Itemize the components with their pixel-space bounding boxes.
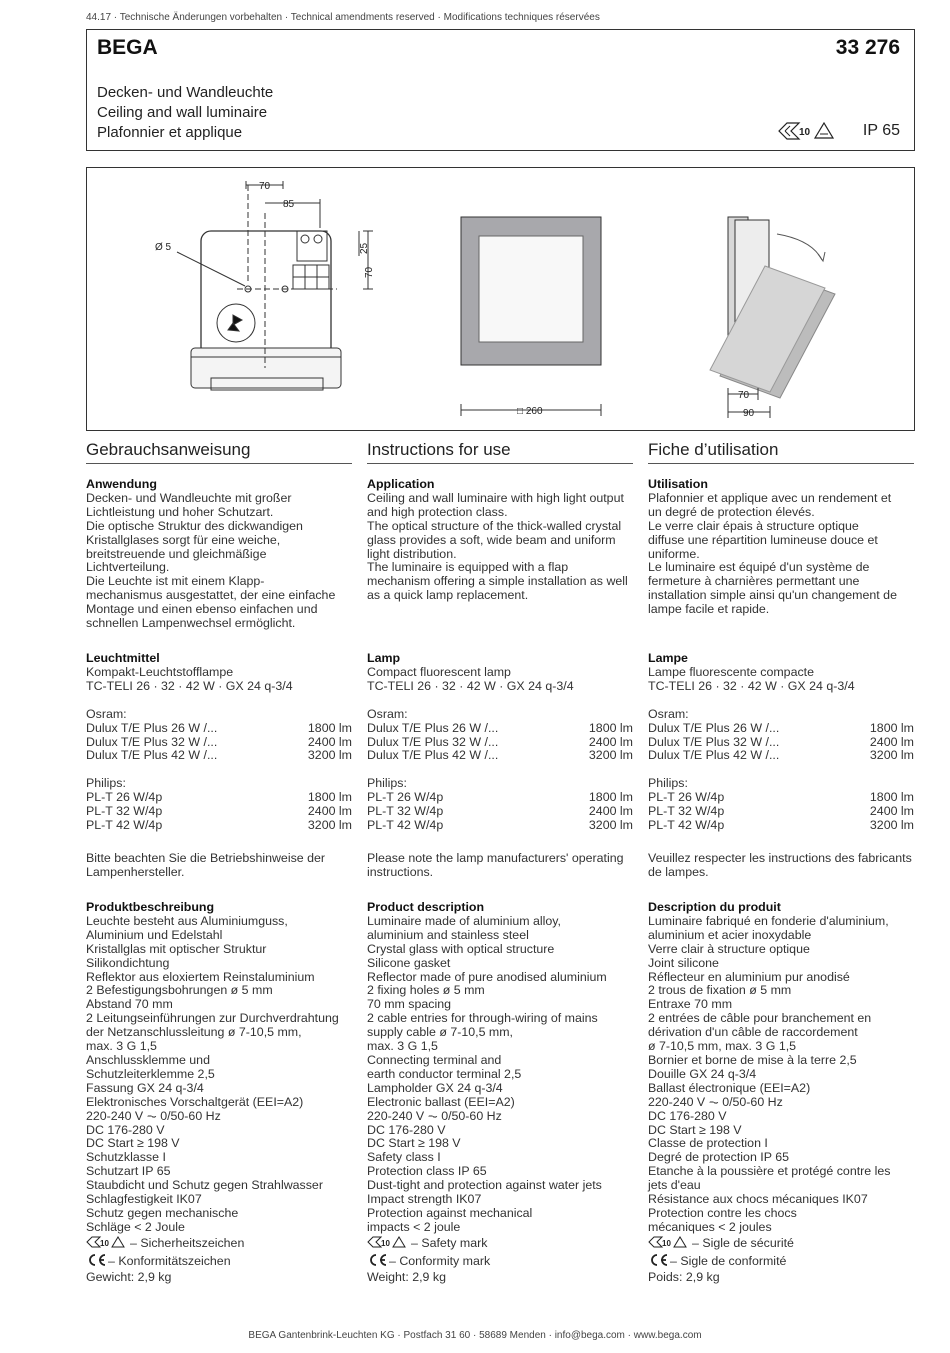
column-en: [367, 440, 633, 1284]
text-line: Lichtleistung und hoher Schutzart.: [86, 504, 274, 519]
lamp-row: [648, 722, 914, 736]
header-box: [86, 29, 915, 151]
lamp-name: PL-T 32 W/4p: [86, 804, 163, 819]
safety-mark-icon: [86, 1235, 130, 1253]
text-line: 2 cable entries for through-wiring of mains: [367, 1011, 598, 1026]
text-line: Reflektor aus eloxiertem Reinstaluminium: [86, 969, 315, 984]
lamp-lumen: 1800 lm: [307, 720, 352, 735]
lamp-name: Dulux T/E Plus 32 W /...: [648, 734, 780, 749]
text-line: Montage und einen ebenso einfachen und: [86, 602, 318, 617]
lamp-lumen: 3200 lm: [307, 748, 352, 763]
text-line: DC Start ≥ 198 V: [86, 1136, 180, 1151]
product-text: [367, 915, 633, 1235]
text-line: Staubdicht und Schutz gegen Strahlwasser: [86, 1178, 323, 1193]
text-line: Kompakt-Leuchtstofflampe: [86, 664, 234, 679]
osram-list: [86, 722, 352, 764]
ce-mark-icon: [86, 1253, 108, 1271]
weight: Poids: 2,9 kg: [648, 1269, 720, 1284]
title-fr: Plafonnier et applique: [97, 124, 243, 141]
text-line: uniforme.: [648, 546, 700, 561]
text-line: Schutzleiterklemme 2,5: [86, 1066, 215, 1081]
text-line: Plafonnier et applique avec un rendement et: [648, 490, 892, 505]
philips-list: [367, 791, 633, 833]
lamp-note: [367, 852, 633, 880]
text-line: Safety class I: [367, 1150, 441, 1165]
lamp-lumen: 2400 lm: [588, 734, 633, 749]
lamp-text: [648, 666, 914, 694]
text-line: 2 trous de fixation ø 5 mm: [648, 983, 792, 998]
lamp-name: Dulux T/E Plus 42 W /...: [648, 748, 780, 763]
lamp-row: [367, 805, 633, 819]
dim-90: 90: [743, 408, 755, 419]
safety-mark-line: 10 – Safety mark: [367, 1235, 633, 1253]
conformity-mark-line: – Konformitätszeichen: [86, 1253, 352, 1271]
conformity-mark-line: – Sigle de conformité: [648, 1253, 914, 1271]
text-line: Classe de protection I: [648, 1136, 768, 1151]
lamp-row: [648, 819, 914, 833]
text-line: Connecting terminal and: [367, 1052, 502, 1067]
text-line: and high protection class.: [367, 504, 508, 519]
text-line: Douille GX 24 q-3/4: [648, 1066, 757, 1081]
philips-title: Philips:: [648, 776, 688, 791]
article-number: 33 276: [835, 36, 900, 59]
lamp-lumen: 1800 lm: [588, 790, 633, 805]
lamp-title: Leuchtmittel: [86, 651, 160, 665]
application-text: [367, 492, 633, 603]
application-section: [86, 478, 352, 631]
text-line: TC-TELI 26 · 32 · 42 W · GX 24 q-3/4: [86, 678, 293, 693]
text-line: Silicone gasket: [367, 955, 451, 970]
text-line: Dust-tight and protection against water jets: [367, 1178, 602, 1193]
application-text: [86, 492, 352, 631]
text-line: TC-TELI 26 · 32 · 42 W · GX 24 q-3/4: [648, 678, 855, 693]
text-line: Die optische Struktur des dickwandigen: [86, 518, 303, 533]
text-line: dérivation d'un câble de raccordement: [648, 1025, 858, 1040]
lamp-lumen: 1800 lm: [588, 720, 633, 735]
text-line: Die Leuchte ist mit einem Klapp-: [86, 574, 265, 589]
text-line: Lampe fluorescente compacte: [648, 664, 814, 679]
lamp-name: Dulux T/E Plus 42 W /...: [367, 748, 499, 763]
text-line: Résistance aux chocs mécaniques IK07: [648, 1192, 868, 1207]
text-line: Electronic ballast (EEI=A2): [367, 1094, 515, 1109]
text-line: Decken- und Wandleuchte mit großer: [86, 490, 292, 505]
text-line: 220-240 V ⏦ 0/50-60 Hz: [648, 1094, 783, 1109]
text-line: mécaniques < 2 joules: [648, 1219, 772, 1234]
text-line: Entraxe 70 mm: [648, 997, 733, 1012]
drawing-svg: [87, 168, 916, 432]
lamp-title: Lamp: [367, 651, 401, 665]
lamp-row: [648, 736, 914, 750]
lamp-name: Dulux T/E Plus 32 W /...: [367, 734, 499, 749]
text-line: Please note the lamp manufacturers' operating: [367, 851, 624, 865]
lamp-row: [86, 805, 352, 819]
osram-list: [648, 722, 914, 764]
lamp-name: Dulux T/E Plus 26 W /...: [648, 720, 780, 735]
lamp-name: PL-T 26 W/4p: [648, 790, 725, 805]
application-title: Anwendung: [86, 477, 157, 491]
svg-text:10: 10: [100, 1238, 109, 1248]
lamp-row: [367, 736, 633, 750]
lamp-lumen: 2400 lm: [869, 804, 914, 819]
dim-hole: Ø 5: [155, 242, 172, 253]
title-en: Ceiling and wall luminaire: [97, 104, 268, 121]
lamp-row: [367, 749, 633, 763]
philips-list: [86, 791, 352, 833]
text-line: 2 Befestigungsbohrungen ø 5 mm: [86, 983, 273, 998]
lamp-text: [86, 666, 352, 694]
text-line: fermeture à charnières permettant une: [648, 574, 860, 589]
text-line: Schutzklasse I: [86, 1150, 166, 1165]
text-line: max. 3 G 1,5: [367, 1039, 438, 1054]
lamp-name: PL-T 32 W/4p: [367, 804, 444, 819]
text-line: Kristallglases sorgt für eine weiche,: [86, 532, 281, 547]
lamp-row: [367, 722, 633, 736]
text-line: Protection against mechanical: [367, 1205, 533, 1220]
conformity-mark-line: – Conformity mark: [367, 1253, 633, 1271]
technical-drawing: [86, 167, 915, 431]
text-line: as a quick lamp replacement.: [367, 588, 529, 603]
text-line: mechanismus ausgestattet, der eine einfache: [86, 588, 336, 603]
text-line: Aluminium und Edelstahl: [86, 927, 223, 942]
product-title: Produktbeschreibung: [86, 900, 215, 914]
lamp-name: Dulux T/E Plus 26 W /...: [367, 720, 499, 735]
text-line: schnellen Lampenwechsel ermöglicht.: [86, 616, 296, 631]
lamp-lumen: 2400 lm: [307, 734, 352, 749]
text-line: Ceiling and wall luminaire with high light output: [367, 490, 624, 505]
text-line: Impact strength IK07: [367, 1192, 482, 1207]
lamp-name: PL-T 26 W/4p: [367, 790, 444, 805]
text-line: max. 3 G 1,5: [86, 1039, 157, 1054]
text-line: Silikondichtung: [86, 955, 170, 970]
column-heading: Gebrauchsanweisung: [86, 440, 352, 464]
text-line: 2 fixing holes ø 5 mm: [367, 983, 485, 998]
text-line: earth conductor terminal 2,5: [367, 1066, 522, 1081]
svg-text:10: 10: [381, 1238, 390, 1248]
text-line: Réflecteur en aluminium pur anodisé: [648, 969, 850, 984]
text-line: Luminaire fabriqué en fonderie d'aluminium,: [648, 913, 889, 928]
mark-number: 10: [799, 127, 811, 138]
text-line: aluminium and stainless steel: [367, 927, 529, 942]
application-title: Application: [367, 477, 435, 491]
weight: Weight: 2,9 kg: [367, 1269, 446, 1284]
text-line: light distribution.: [367, 546, 457, 561]
column-heading: Instructions for use: [367, 440, 633, 464]
lamp-note: [648, 852, 914, 880]
lamp-row: [367, 819, 633, 833]
lamp-row: [648, 791, 914, 805]
lamp-lumen: 2400 lm: [307, 804, 352, 819]
lamp-section: [648, 652, 914, 833]
text-line: breitstreuende und gleichmäßige: [86, 546, 267, 561]
text-line: 220-240 V ⏦ 0/50-60 Hz: [86, 1108, 221, 1123]
text-line: The luminaire is equipped with a flap: [367, 560, 569, 575]
column-fr: [648, 440, 914, 1284]
ce-mark-icon: [648, 1253, 670, 1271]
text-line: Schutzart IP 65: [86, 1164, 171, 1179]
title-de: Decken- und Wandleuchte: [97, 84, 274, 101]
safety-mark-icon: [648, 1235, 692, 1253]
lamp-lumen: 3200 lm: [307, 818, 352, 833]
text-line: 2 Leitungseinführungen zur Durchverdrahtung: [86, 1011, 339, 1026]
text-line: Joint silicone: [648, 955, 719, 970]
text-line: de lampes.: [648, 864, 709, 879]
lamp-name: Dulux T/E Plus 42 W /...: [86, 748, 218, 763]
philips-title: Philips:: [86, 776, 126, 791]
text-line: glass provides a soft, wide beam and uniform: [367, 532, 616, 547]
application-title: Utilisation: [648, 477, 708, 491]
product-section: [367, 901, 633, 1284]
lamp-lumen: 3200 lm: [588, 818, 633, 833]
text-line: TC-TELI 26 · 32 · 42 W · GX 24 q-3/4: [367, 678, 574, 693]
osram-title: Osram:: [367, 706, 408, 721]
dim-85: 85: [283, 199, 295, 210]
osram-list: [367, 722, 633, 764]
lamp-name: PL-T 26 W/4p: [86, 790, 163, 805]
product-text: [648, 915, 914, 1235]
dim-70-side: 70: [364, 266, 375, 278]
lamp-lumen: 2400 lm: [869, 734, 914, 749]
lamp-lumen: 3200 lm: [869, 818, 914, 833]
lamp-row: [367, 791, 633, 805]
product-title: Product description: [367, 900, 485, 914]
lamp-row: [86, 736, 352, 750]
lamp-name: PL-T 42 W/4p: [86, 818, 163, 833]
lamp-row: [86, 791, 352, 805]
brand-name: BEGA: [97, 36, 158, 59]
osram-title: Osram:: [86, 706, 127, 721]
text-line: Reflector made of pure anodised aluminium: [367, 969, 607, 984]
text-line: Le verre clair épais à structure optique: [648, 518, 859, 533]
lamp-title: Lampe: [648, 651, 688, 665]
lamp-row: [648, 749, 914, 763]
text-line: Leuchte besteht aus Aluminiumguss,: [86, 913, 288, 928]
safety-mark-line: 10 – Sicherheitszeichen: [86, 1235, 352, 1253]
safety-mark-icon: [367, 1235, 411, 1253]
text-line: DC Start ≥ 198 V: [367, 1136, 461, 1151]
text-line: Bitte beachten Sie die Betriebshinweise der: [86, 851, 326, 865]
text-line: installation simple ainsi qu'un changement de: [648, 588, 897, 603]
text-line: Ballast électronique (EEI=A2): [648, 1080, 811, 1095]
weight: Gewicht: 2,9 kg: [86, 1269, 172, 1284]
product-title: Description du produit: [648, 900, 781, 914]
text-line: Protection class IP 65: [367, 1164, 487, 1179]
text-line: Fassung GX 24 q-3/4: [86, 1080, 204, 1095]
footer: BEGA Gantenbrink-Leuchten KG · Postfach 31 60 · 58689 Menden · info@bega.com · www.bega.com: [248, 1330, 702, 1341]
text-line: DC 176-280 V: [367, 1122, 446, 1137]
product-text: [86, 915, 352, 1235]
text-line: Verre clair à structure optique: [648, 941, 810, 956]
text-line: Bornier et borne de mise à la terre 2,5: [648, 1052, 857, 1067]
text-line: Protection contre les chocs: [648, 1205, 797, 1220]
text-line: 220-240 V ⏦ 0/50-60 Hz: [367, 1108, 502, 1123]
lamp-name: PL-T 42 W/4p: [648, 818, 725, 833]
lamp-lumen: 3200 lm: [588, 748, 633, 763]
lamp-lumen: 3200 lm: [869, 748, 914, 763]
column-heading: Fiche d’utilisation: [648, 440, 914, 464]
lamp-lumen: 1800 lm: [869, 720, 914, 735]
text-line: Abstand 70 mm: [86, 997, 173, 1012]
text-line: Veuillez respecter les instructions des fabricants: [648, 851, 912, 865]
text-line: Luminaire made of aluminium alloy,: [367, 913, 561, 928]
text-line: Degré de protection IP 65: [648, 1150, 789, 1165]
top-note: 44.17 · Technische Änderungen vorbehalten · Technical amendments reserved · Modifications techniques réservées: [86, 12, 600, 23]
text-line: mechanism offering a simple installation as well: [367, 574, 628, 589]
text-line: DC 176-280 V: [86, 1122, 165, 1137]
certification-marks-icon: [777, 120, 847, 142]
text-line: ø 7-10,5 mm, max. 3 G 1,5: [648, 1039, 797, 1054]
lamp-text: [367, 666, 633, 694]
osram-title: Osram:: [648, 706, 689, 721]
text-line: lampe facile et rapide.: [648, 602, 770, 617]
text-line: 70 mm spacing: [367, 997, 452, 1012]
lamp-section: [367, 652, 633, 833]
lamp-name: PL-T 42 W/4p: [367, 818, 444, 833]
text-line: Kristallglas mit optischer Struktur: [86, 941, 267, 956]
lamp-section: [86, 652, 352, 833]
application-text: [648, 492, 914, 617]
text-line: Elektronisches Vorschaltgerät (EEI=A2): [86, 1094, 304, 1109]
philips-title: Philips:: [367, 776, 407, 791]
ce-mark-icon: [367, 1253, 389, 1271]
text-line: The optical structure of the thick-walled crystal: [367, 518, 622, 533]
text-line: un degré de protection élevés.: [648, 504, 815, 519]
lamp-lumen: 1800 lm: [307, 790, 352, 805]
application-section: [367, 478, 633, 603]
text-line: instructions.: [367, 864, 434, 879]
text-line: aluminium et acier inoxydable: [648, 927, 812, 942]
lamp-lumen: 1800 lm: [869, 790, 914, 805]
text-line: DC Start ≥ 198 V: [648, 1122, 742, 1137]
text-line: Schlagfestigkeit IK07: [86, 1192, 202, 1207]
text-line: Schutz gegen mechanische: [86, 1205, 239, 1220]
text-line: Compact fluorescent lamp: [367, 664, 511, 679]
text-line: Etanche à la poussière et protégé contre les: [648, 1164, 891, 1179]
text-line: Le luminaire est équipé d'un système de: [648, 560, 870, 575]
lamp-lumen: 2400 lm: [588, 804, 633, 819]
text-line: DC 176-280 V: [648, 1108, 727, 1123]
column-de: [86, 440, 352, 1284]
svg-text:10: 10: [662, 1238, 671, 1248]
text-line: Lampenhersteller.: [86, 864, 185, 879]
lamp-name: Dulux T/E Plus 32 W /...: [86, 734, 218, 749]
product-section: [86, 901, 352, 1284]
text-line: Crystal glass with optical structure: [367, 941, 555, 956]
lamp-name: Dulux T/E Plus 26 W /...: [86, 720, 218, 735]
ip-rating: IP 65: [862, 122, 900, 139]
dim-70-top: 70: [259, 181, 271, 192]
text-line: Schläge < 2 Joule: [86, 1219, 185, 1234]
lamp-row: [86, 749, 352, 763]
text-line: Anschlussklemme und: [86, 1052, 210, 1067]
text-line: impacts < 2 joule: [367, 1219, 461, 1234]
application-section: [648, 478, 914, 617]
dim-25: 25: [359, 242, 370, 254]
lamp-name: PL-T 32 W/4p: [648, 804, 725, 819]
text-line: 2 entrées de câble pour branchement en: [648, 1011, 872, 1026]
dim-260: □ 260: [517, 406, 543, 417]
lamp-row: [86, 819, 352, 833]
product-section: [648, 901, 914, 1284]
text-line: supply cable ø 7-10,5 mm,: [367, 1025, 513, 1040]
lamp-row: [86, 722, 352, 736]
text-line: der Netzanschlussleitung ø 7-10,5 mm,: [86, 1025, 302, 1040]
text-line: jets d'eau: [648, 1178, 701, 1193]
philips-list: [648, 791, 914, 833]
lamp-row: [648, 805, 914, 819]
dim-70-bottom: 70: [738, 390, 750, 401]
lamp-note: [86, 852, 352, 880]
safety-mark-line: 10 – Sigle de sécurité: [648, 1235, 914, 1253]
text-line: Lichtverteilung.: [86, 560, 170, 575]
text-line: diffuse une répartition lumineuse douce et: [648, 532, 878, 547]
text-line: Lampholder GX 24 q-3/4: [367, 1080, 503, 1095]
